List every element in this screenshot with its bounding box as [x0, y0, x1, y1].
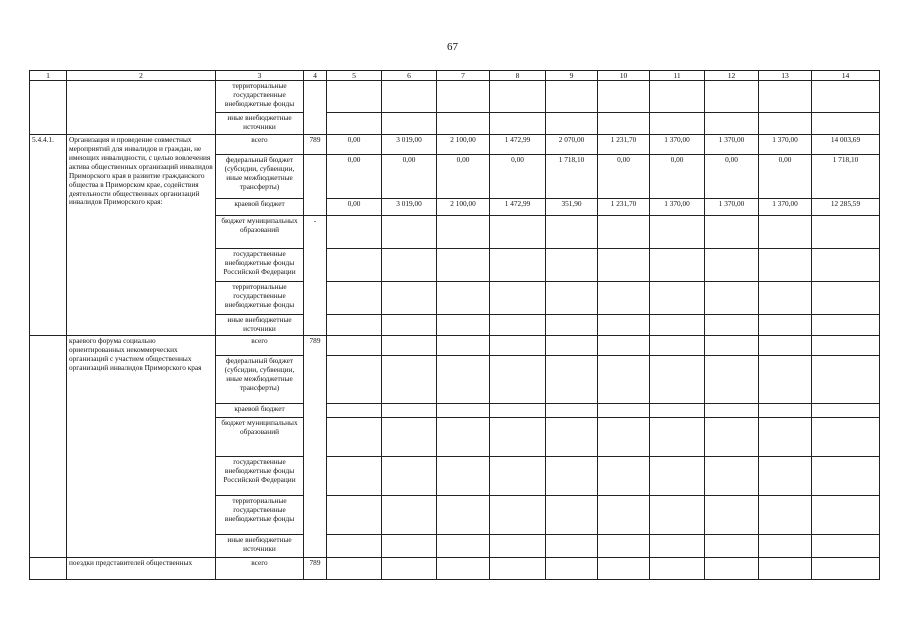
column-number: 13 [759, 71, 812, 81]
grbs-code: 789 [304, 135, 327, 155]
funding-source: иные внебюджетные источники [216, 535, 304, 558]
value-cell: 1 370,00 [705, 135, 759, 155]
column-number: 5 [327, 71, 382, 81]
funding-source: федеральный бюджет (субсидии, субвенции, иные межбюджетные трансферты) [216, 356, 304, 404]
column-number: 7 [437, 71, 490, 81]
funding-source: всего [216, 336, 304, 356]
funding-source: федеральный бюджет (субсидии, субвенции, иные межбюджетные трансферты) [216, 155, 304, 199]
grbs-cell [304, 155, 327, 216]
activity-name: краевого форума социально ориентированных некоммерческих организаций с участием общественных организаций инвалидов Приморского края [67, 336, 216, 558]
activity-code: 5.4.4.1. [30, 135, 67, 336]
value-cell: 14 003,69 [812, 135, 880, 155]
funding-source: бюджет муниципальных образований [216, 418, 304, 457]
value-cell: 1 370,00 [705, 199, 759, 216]
column-number: 3 [216, 71, 304, 81]
value-cell: 3 019,00 [382, 199, 437, 216]
budget-table [29, 70, 880, 580]
funding-source: территориальные государственные внебюджетные фонды [216, 496, 304, 535]
value-cell: 0,00 [705, 155, 759, 199]
table-row [30, 135, 880, 155]
value-cell: 1 231,70 [598, 199, 650, 216]
value-cell: 0,00 [327, 199, 382, 216]
value-cell: 1 718,10 [812, 155, 880, 199]
funding-source: краевой бюджет [216, 404, 304, 418]
value-cell: 0,00 [382, 155, 437, 199]
value-cell: 0,00 [437, 155, 490, 199]
value-cell: 12 285,59 [812, 199, 880, 216]
funding-source: краевой бюджет [216, 199, 304, 216]
value-cell: 1 472,99 [490, 199, 546, 216]
column-number: 9 [546, 71, 598, 81]
value-cell: 2 100,00 [437, 199, 490, 216]
value-cell: 1 370,00 [650, 135, 705, 155]
value-cell: 1 718,10 [546, 155, 598, 199]
value-cell: 0,00 [490, 155, 546, 199]
value-cell: 0,00 [759, 155, 812, 199]
column-number: 1 [30, 71, 67, 81]
code-cell [30, 81, 67, 135]
table-row [30, 558, 880, 580]
name-cell [67, 81, 216, 135]
funding-source: всего [216, 558, 304, 580]
grbs-cell [304, 81, 327, 135]
column-number: 6 [382, 71, 437, 81]
funding-source: бюджет муниципальных образований [216, 216, 304, 249]
funding-source: территориальные государственные внебюджетные фонды [216, 282, 304, 315]
column-number: 10 [598, 71, 650, 81]
value-cell: 2 070,00 [546, 135, 598, 155]
column-number: 14 [812, 71, 880, 81]
value-cell: 3 019,00 [382, 135, 437, 155]
table-row [30, 81, 880, 113]
value-cell: 0,00 [598, 155, 650, 199]
table-row [30, 336, 880, 356]
value-cell: 1 370,00 [759, 199, 812, 216]
value-cell: 351,90 [546, 199, 598, 216]
funding-source: всего [216, 135, 304, 155]
value-cell: 0,00 [327, 135, 382, 155]
page-number: 67 [447, 41, 458, 53]
value-cell: 0,00 [327, 155, 382, 199]
value-cell: 1 370,00 [759, 135, 812, 155]
grbs-code: 789 [304, 336, 327, 558]
column-number: 11 [650, 71, 705, 81]
column-number: 8 [490, 71, 546, 81]
activity-code [30, 558, 67, 580]
funding-source: государственные внебюджетные фонды Российской Федерации [216, 457, 304, 496]
funding-source: территориальные государственные внебюджетные фонды [216, 81, 304, 113]
activity-code [30, 336, 67, 558]
value-cell: 0,00 [650, 155, 705, 199]
activity-name: Организация и проведение совместных мероприятий для инвалидов и граждан, не имеющих инвалидности, с целью вовлечения актива общественных организаций инвалидов Приморского края в развитие гражданского общества в Приморском крае, содействия деятельности общественных организаций инвалидов Приморского края: [67, 135, 216, 336]
value-cell: 1 370,00 [650, 199, 705, 216]
column-number-row [30, 71, 880, 81]
column-number: 12 [705, 71, 759, 81]
column-number: 2 [67, 71, 216, 81]
funding-source: государственные внебюджетные фонды Российской Федерации [216, 249, 304, 282]
grbs-dash: - [304, 216, 327, 336]
value-cell: 1 231,70 [598, 135, 650, 155]
grbs-code: 789 [304, 558, 327, 580]
activity-name: поездки представителей общественных [67, 558, 216, 580]
funding-source: иные внебюджетные источники [216, 315, 304, 336]
funding-source: иные внебюджетные источники [216, 113, 304, 135]
column-number: 4 [304, 71, 327, 81]
value-cell: 1 472,99 [490, 135, 546, 155]
value-cell: 2 100,00 [437, 135, 490, 155]
